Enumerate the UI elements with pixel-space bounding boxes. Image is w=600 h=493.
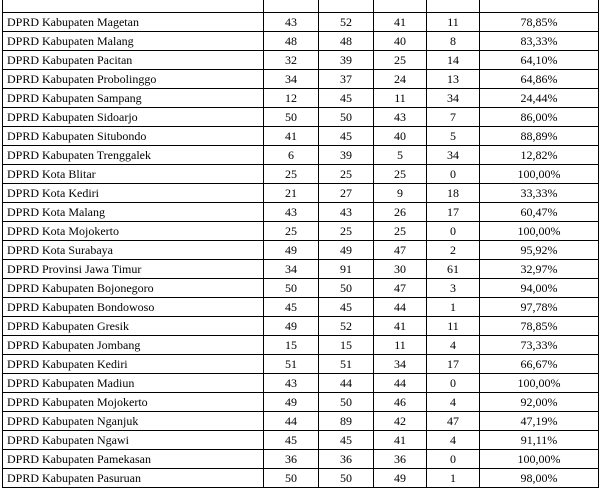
table-row: [3, 32, 599, 51]
value-b-cell: 45: [319, 127, 374, 146]
value-c-cell: 41: [374, 431, 427, 450]
value-a-cell: 6: [264, 146, 319, 165]
institution-name-cell: DPRD Kabupaten Magetan: [3, 13, 264, 32]
value-b-cell: 91: [319, 260, 374, 279]
value-a-cell: 25: [264, 222, 319, 241]
institution-name-cell: DPRD Kabupaten Pasuruan: [3, 469, 264, 488]
value-b-cell: 45: [319, 298, 374, 317]
table-row: [3, 412, 599, 431]
value-c-cell: [374, 0, 427, 13]
value-b-cell: 39: [319, 146, 374, 165]
institution-name-cell: DPRD Kabupaten Trenggalek: [3, 146, 264, 165]
percentage-cell: 78,85%: [480, 317, 599, 336]
percentage-cell: 73,33%: [480, 336, 599, 355]
value-a-cell: [264, 0, 319, 13]
percentage-cell: 33,33%: [480, 184, 599, 203]
value-a-cell: 36: [264, 450, 319, 469]
table-row: [3, 469, 599, 488]
value-d-cell: 4: [427, 431, 480, 450]
table-row: [3, 374, 599, 393]
value-c-cell: 41: [374, 317, 427, 336]
data-table: [2, 0, 599, 488]
table-row: [3, 0, 599, 13]
table-row: [3, 317, 599, 336]
value-c-cell: 46: [374, 393, 427, 412]
value-c-cell: 9: [374, 184, 427, 203]
value-a-cell: 51: [264, 355, 319, 374]
value-d-cell: 11: [427, 317, 480, 336]
value-a-cell: 49: [264, 393, 319, 412]
institution-name-cell: DPRD Kota Kediri: [3, 184, 264, 203]
value-d-cell: 47: [427, 412, 480, 431]
value-d-cell: 5: [427, 127, 480, 146]
value-a-cell: 48: [264, 32, 319, 51]
value-d-cell: 14: [427, 51, 480, 70]
value-c-cell: 40: [374, 32, 427, 51]
value-a-cell: 50: [264, 279, 319, 298]
institution-name-cell: DPRD Kabupaten Jombang: [3, 336, 264, 355]
percentage-cell: 92,00%: [480, 393, 599, 412]
institution-name-cell: DPRD Kabupaten Kediri: [3, 355, 264, 374]
value-a-cell: 45: [264, 431, 319, 450]
percentage-cell: [480, 0, 599, 13]
institution-name-cell: DPRD Kabupaten Pacitan: [3, 51, 264, 70]
value-c-cell: 41: [374, 13, 427, 32]
table-row: [3, 13, 599, 32]
table-row: [3, 355, 599, 374]
institution-name-cell: DPRD Kabupaten Nganjuk: [3, 412, 264, 431]
percentage-cell: 64,10%: [480, 51, 599, 70]
value-d-cell: 11: [427, 13, 480, 32]
table-row: [3, 298, 599, 317]
value-d-cell: 7: [427, 108, 480, 127]
value-d-cell: [427, 0, 480, 13]
value-c-cell: 11: [374, 89, 427, 108]
value-b-cell: 45: [319, 431, 374, 450]
value-d-cell: 13: [427, 70, 480, 89]
percentage-cell: 100,00%: [480, 374, 599, 393]
institution-name-cell: DPRD Provinsi Jawa Timur: [3, 260, 264, 279]
value-d-cell: 0: [427, 450, 480, 469]
value-a-cell: 32: [264, 51, 319, 70]
table-row: [3, 146, 599, 165]
value-d-cell: 2: [427, 241, 480, 260]
value-b-cell: 48: [319, 32, 374, 51]
value-b-cell: 52: [319, 13, 374, 32]
value-d-cell: 17: [427, 355, 480, 374]
value-b-cell: 50: [319, 469, 374, 488]
value-d-cell: 34: [427, 89, 480, 108]
value-d-cell: 34: [427, 146, 480, 165]
value-d-cell: 8: [427, 32, 480, 51]
value-d-cell: 61: [427, 260, 480, 279]
value-b-cell: 50: [319, 393, 374, 412]
value-c-cell: 5: [374, 146, 427, 165]
value-c-cell: 47: [374, 279, 427, 298]
percentage-cell: 98,00%: [480, 469, 599, 488]
table-row: [3, 279, 599, 298]
institution-name-cell: DPRD Kota Blitar: [3, 165, 264, 184]
percentage-cell: 100,00%: [480, 450, 599, 469]
value-b-cell: 50: [319, 108, 374, 127]
value-a-cell: 34: [264, 260, 319, 279]
institution-name-cell: DPRD Kabupaten Malang: [3, 32, 264, 51]
value-c-cell: 25: [374, 222, 427, 241]
value-a-cell: 49: [264, 317, 319, 336]
value-c-cell: 25: [374, 51, 427, 70]
table-row: [3, 222, 599, 241]
percentage-cell: 100,00%: [480, 165, 599, 184]
value-c-cell: 40: [374, 127, 427, 146]
percentage-cell: 97,78%: [480, 298, 599, 317]
value-d-cell: 3: [427, 279, 480, 298]
value-c-cell: 30: [374, 260, 427, 279]
value-a-cell: 49: [264, 241, 319, 260]
value-a-cell: 44: [264, 412, 319, 431]
table-row: [3, 108, 599, 127]
value-d-cell: 1: [427, 469, 480, 488]
value-c-cell: 44: [374, 374, 427, 393]
value-d-cell: 18: [427, 184, 480, 203]
value-b-cell: 25: [319, 165, 374, 184]
institution-name-cell: [3, 0, 264, 13]
institution-name-cell: DPRD Kabupaten Bondowoso: [3, 298, 264, 317]
value-b-cell: 15: [319, 336, 374, 355]
value-a-cell: 45: [264, 298, 319, 317]
value-b-cell: 37: [319, 70, 374, 89]
table-row: [3, 203, 599, 222]
institution-name-cell: DPRD Kabupaten Gresik: [3, 317, 264, 336]
value-b-cell: 27: [319, 184, 374, 203]
percentage-cell: 66,67%: [480, 355, 599, 374]
institution-name-cell: DPRD Kabupaten Pamekasan: [3, 450, 264, 469]
value-c-cell: 42: [374, 412, 427, 431]
institution-name-cell: DPRD Kota Surabaya: [3, 241, 264, 260]
value-d-cell: 4: [427, 336, 480, 355]
institution-name-cell: DPRD Kabupaten Madiun: [3, 374, 264, 393]
value-b-cell: [319, 0, 374, 13]
institution-name-cell: DPRD Kota Malang: [3, 203, 264, 222]
percentage-cell: 94,00%: [480, 279, 599, 298]
value-b-cell: 51: [319, 355, 374, 374]
value-a-cell: 34: [264, 70, 319, 89]
institution-name-cell: DPRD Kabupaten Ngawi: [3, 431, 264, 450]
percentage-cell: 78,85%: [480, 13, 599, 32]
value-a-cell: 50: [264, 108, 319, 127]
percentage-cell: 32,97%: [480, 260, 599, 279]
value-b-cell: 39: [319, 51, 374, 70]
value-c-cell: 44: [374, 298, 427, 317]
institution-name-cell: DPRD Kabupaten Situbondo: [3, 127, 264, 146]
value-a-cell: 43: [264, 374, 319, 393]
institution-name-cell: DPRD Kabupaten Sampang: [3, 89, 264, 108]
value-c-cell: 25: [374, 165, 427, 184]
value-c-cell: 24: [374, 70, 427, 89]
value-d-cell: 4: [427, 393, 480, 412]
percentage-cell: 86,00%: [480, 108, 599, 127]
value-a-cell: 50: [264, 469, 319, 488]
table-row: [3, 241, 599, 260]
table-row: [3, 393, 599, 412]
value-a-cell: 41: [264, 127, 319, 146]
percentage-cell: 100,00%: [480, 222, 599, 241]
percentage-cell: 83,33%: [480, 32, 599, 51]
value-a-cell: 21: [264, 184, 319, 203]
table-row: [3, 70, 599, 89]
table-body: [3, 0, 599, 488]
value-a-cell: 15: [264, 336, 319, 355]
table-row: [3, 336, 599, 355]
value-b-cell: 25: [319, 222, 374, 241]
institution-name-cell: DPRD Kota Mojokerto: [3, 222, 264, 241]
value-c-cell: 34: [374, 355, 427, 374]
value-a-cell: 43: [264, 203, 319, 222]
value-d-cell: 0: [427, 222, 480, 241]
value-b-cell: 36: [319, 450, 374, 469]
value-c-cell: 11: [374, 336, 427, 355]
percentage-cell: 60,47%: [480, 203, 599, 222]
value-d-cell: 17: [427, 203, 480, 222]
value-c-cell: 36: [374, 450, 427, 469]
value-b-cell: 44: [319, 374, 374, 393]
value-b-cell: 49: [319, 241, 374, 260]
value-a-cell: 25: [264, 165, 319, 184]
value-c-cell: 49: [374, 469, 427, 488]
percentage-cell: 47,19%: [480, 412, 599, 431]
table-row: [3, 450, 599, 469]
value-a-cell: 43: [264, 13, 319, 32]
table-row: [3, 89, 599, 108]
value-b-cell: 45: [319, 89, 374, 108]
table-row: [3, 127, 599, 146]
institution-name-cell: DPRD Kabupaten Bojonegoro: [3, 279, 264, 298]
value-b-cell: 50: [319, 279, 374, 298]
value-d-cell: 0: [427, 374, 480, 393]
value-a-cell: 12: [264, 89, 319, 108]
value-d-cell: 1: [427, 298, 480, 317]
institution-name-cell: DPRD Kabupaten Probolinggo: [3, 70, 264, 89]
value-c-cell: 26: [374, 203, 427, 222]
table-row: [3, 431, 599, 450]
percentage-cell: 24,44%: [480, 89, 599, 108]
percentage-cell: 12,82%: [480, 146, 599, 165]
value-b-cell: 43: [319, 203, 374, 222]
value-d-cell: 0: [427, 165, 480, 184]
percentage-cell: 91,11%: [480, 431, 599, 450]
percentage-cell: 95,92%: [480, 241, 599, 260]
value-b-cell: 89: [319, 412, 374, 431]
value-b-cell: 52: [319, 317, 374, 336]
table-row: [3, 165, 599, 184]
institution-name-cell: DPRD Kabupaten Sidoarjo: [3, 108, 264, 127]
value-c-cell: 43: [374, 108, 427, 127]
institution-name-cell: DPRD Kabupaten Mojokerto: [3, 393, 264, 412]
percentage-cell: 64,86%: [480, 70, 599, 89]
table-row: [3, 51, 599, 70]
table-row: [3, 260, 599, 279]
value-c-cell: 47: [374, 241, 427, 260]
table-row: [3, 184, 599, 203]
percentage-cell: 88,89%: [480, 127, 599, 146]
